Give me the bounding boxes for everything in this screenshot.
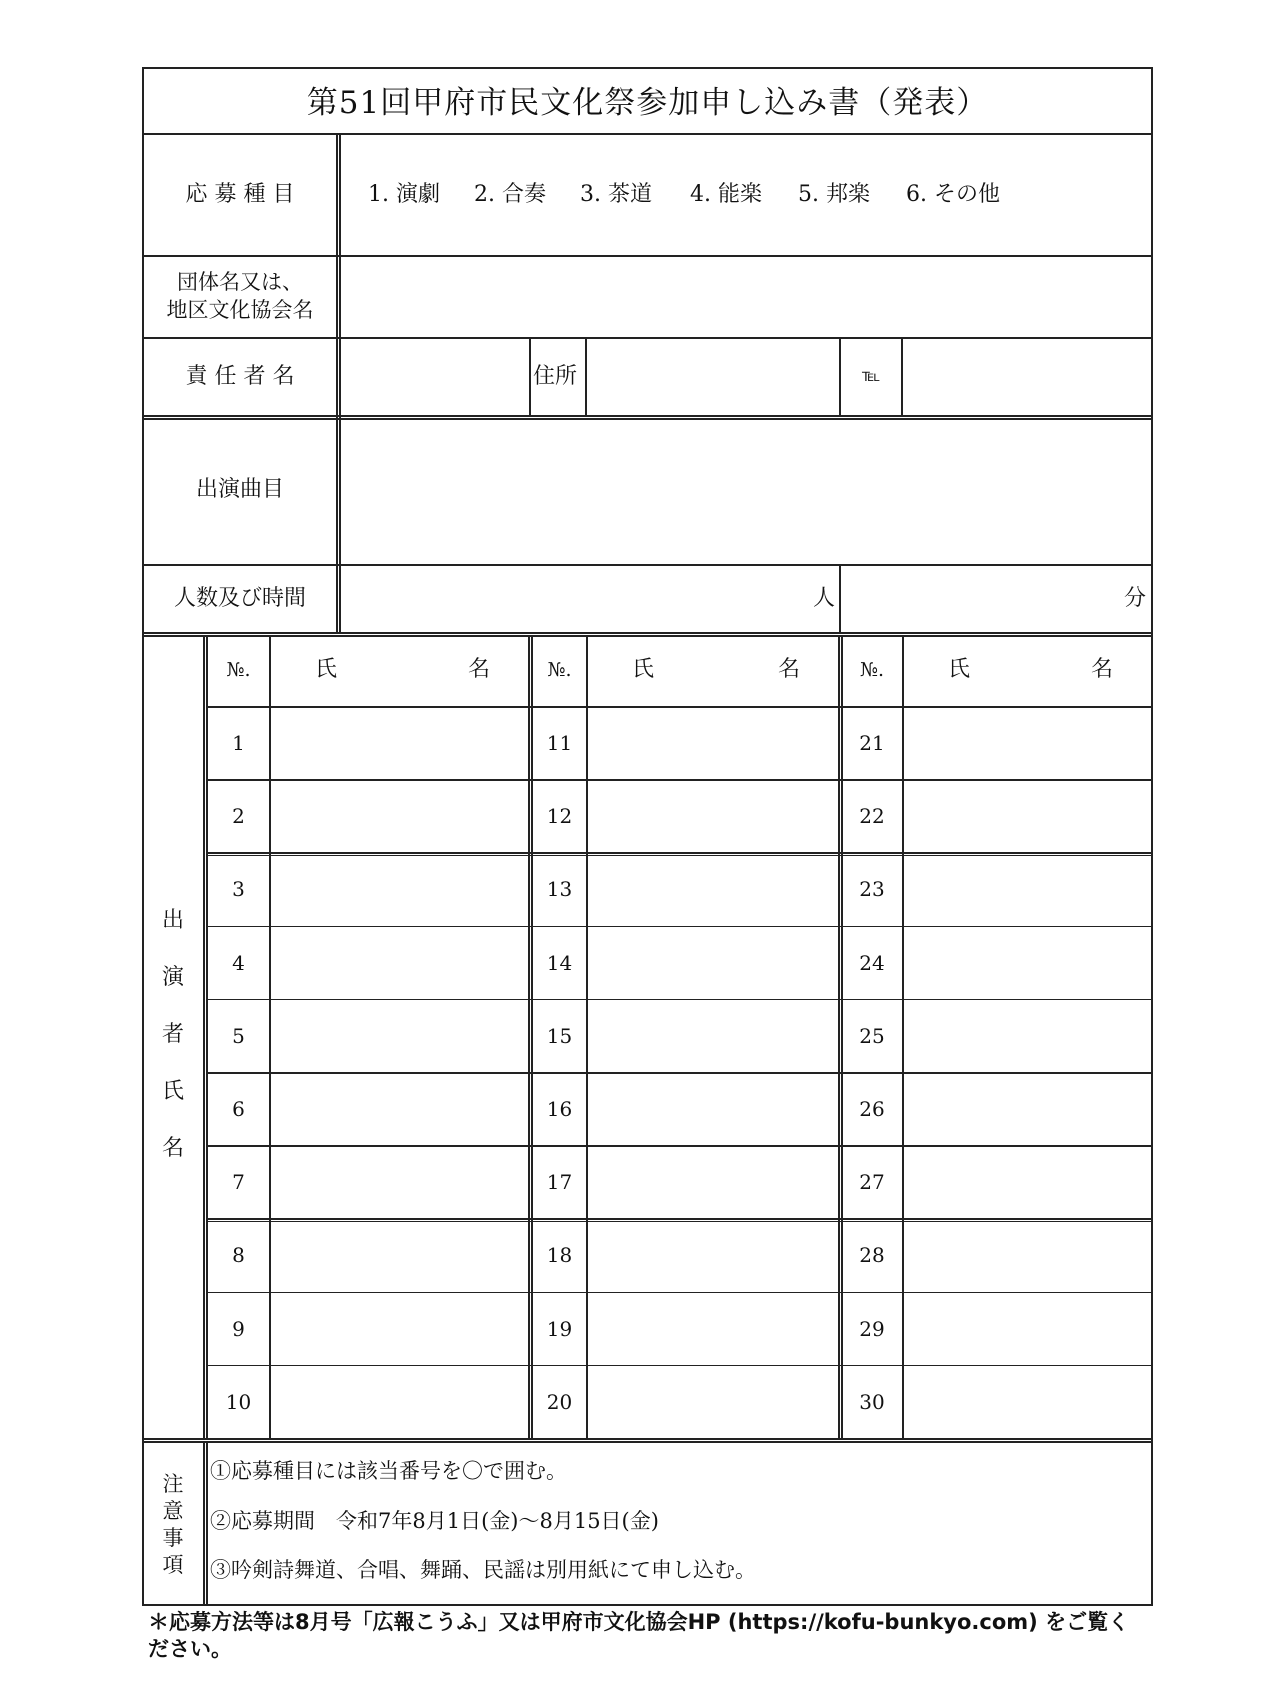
performer-number: 27 [859, 1170, 885, 1195]
performer-number: 24 [859, 950, 885, 975]
category-option-4[interactable]: 4. 能楽 [690, 182, 762, 207]
performer-name-field[interactable] [589, 1295, 836, 1362]
people-count-field[interactable] [342, 567, 832, 631]
performer-number: 21 [859, 731, 885, 755]
category-option-1[interactable]: 1. 演劇 [368, 182, 440, 207]
performer-name-field[interactable] [589, 855, 836, 922]
name-header-given-1: 名 [468, 657, 491, 682]
performer-number: 25 [859, 1023, 885, 1048]
note-item-2: ②応募期間 令和7年8月1日(金)～8月15日(金) [210, 1509, 659, 1533]
note-item-3: ③吟剣詩舞道、合唱、舞踊、民謡は別用紙にて申し込む。 [210, 1558, 756, 1582]
performer-number: 8 [232, 1243, 245, 1268]
performer-name-field[interactable] [272, 1368, 526, 1435]
page-title: 第51回甲府市民文化祭参加申し込み書（発表） [306, 85, 989, 121]
performers-label-char: 演 [161, 965, 184, 990]
performer-number: 26 [859, 1097, 885, 1121]
name-header-given-3: 名 [1091, 657, 1114, 682]
address-label: 住所 [533, 364, 578, 389]
grid-row-line [206, 1145, 1152, 1147]
performer-name-field[interactable] [905, 1075, 1148, 1142]
performer-name-field[interactable] [905, 1368, 1148, 1435]
performer-number: 30 [859, 1389, 885, 1414]
performer-name-field[interactable] [905, 782, 1148, 849]
performers-label-char: 名 [161, 1136, 184, 1161]
minutes-unit: 分 [1124, 586, 1147, 611]
performer-name-field[interactable] [589, 1221, 836, 1288]
performer-name-field[interactable] [589, 1148, 836, 1215]
performer-number: 4 [232, 950, 245, 975]
grid-divider [838, 635, 840, 1439]
headcount-label: 人数及び時間 [173, 586, 306, 611]
program-field[interactable] [342, 422, 1148, 562]
category-option-2[interactable]: 2. 合奏 [474, 182, 546, 207]
performer-name-field[interactable] [272, 1148, 526, 1215]
grid-row-line [206, 1218, 1152, 1220]
performer-number: 16 [546, 1097, 573, 1121]
address-field[interactable] [588, 340, 838, 414]
performer-number: 17 [546, 1170, 573, 1195]
performer-name-field[interactable] [272, 855, 526, 922]
performer-name-field[interactable] [272, 782, 526, 849]
performer-name-field[interactable] [272, 1221, 526, 1288]
performer-name-field[interactable] [905, 1295, 1148, 1362]
notes-label-char: 事 [162, 1526, 184, 1550]
grid-row-line [206, 706, 1152, 708]
category-option-3[interactable]: 3. 茶道 [580, 182, 652, 207]
performer-number: 7 [232, 1170, 245, 1195]
grid-divider [528, 635, 530, 1439]
category-option-6[interactable]: 6. その他 [906, 182, 1000, 207]
responsible-label: 責 任 者 名 [185, 364, 295, 389]
performer-number: 19 [546, 1316, 573, 1341]
notes-label-char: 項 [162, 1553, 184, 1577]
no-header-3: №. [859, 659, 885, 681]
performer-number: 13 [546, 877, 573, 902]
no-header-2: №. [547, 659, 572, 681]
footer-note: ＊応募方法等は8月号「広報こうふ」又は甲府市文化協会HP (https://kofu-bunkyo.com) をご覧ください。 [148, 1610, 1130, 1661]
performer-name-field[interactable] [589, 929, 836, 996]
performer-name-field[interactable] [589, 782, 836, 849]
performer-number: 28 [859, 1243, 885, 1268]
grid-row-line [206, 852, 1152, 854]
performer-number: 9 [232, 1316, 245, 1341]
performer-name-field[interactable] [272, 929, 526, 996]
minutes-field[interactable] [843, 567, 1123, 631]
grid-row-line [206, 779, 1152, 781]
performer-name-field[interactable] [589, 709, 836, 776]
category-label: 応 募 種 目 [185, 182, 295, 207]
performer-number: 10 [225, 1389, 252, 1414]
grid-row-line [206, 999, 1152, 1001]
performers-label-char: 出 [161, 908, 184, 933]
performer-number: 23 [859, 877, 885, 902]
performer-number: 2 [232, 804, 245, 829]
performer-number: 14 [546, 950, 573, 975]
performer-number: 5 [232, 1023, 245, 1048]
performers-label-char: 氏 [161, 1079, 184, 1104]
name-header-surname-3: 氏 [948, 657, 971, 682]
group-label-line2: 地区文化協会名 [166, 298, 314, 322]
performer-name-field[interactable] [272, 709, 526, 776]
performer-name-field[interactable] [589, 1368, 836, 1435]
program-label: 出演曲目 [195, 477, 284, 502]
group-name-field[interactable] [342, 258, 1148, 336]
performers-label-char: 者 [161, 1022, 184, 1047]
category-option-5[interactable]: 5. 邦楽 [798, 182, 870, 207]
grid-row-line [206, 926, 1152, 928]
performer-number: 1 [232, 731, 245, 755]
tel-label: ℡ [862, 366, 881, 386]
notes-label-char: 意 [162, 1499, 184, 1523]
grid-row-line [206, 1072, 1152, 1074]
performer-number: 20 [546, 1389, 573, 1414]
performer-name-field[interactable] [589, 1002, 836, 1069]
group-label-line1: 団体名又は、 [177, 270, 303, 294]
performer-number: 11 [546, 731, 573, 755]
people-unit: 人 [813, 586, 836, 611]
responsible-name-field[interactable] [342, 340, 528, 414]
performer-number: 22 [859, 804, 885, 829]
name-header-surname-2: 氏 [632, 657, 655, 682]
performer-name-field[interactable] [905, 929, 1148, 996]
note-item-1: ①応募種目には該当番号を〇で囲む。 [210, 1459, 567, 1483]
notes-label-char: 注 [162, 1472, 184, 1496]
performer-name-field[interactable] [905, 855, 1148, 922]
no-header-1: №. [226, 659, 251, 681]
performer-name-field[interactable] [905, 1002, 1148, 1069]
grid-row-line [206, 1292, 1152, 1294]
performer-number: 6 [232, 1097, 245, 1121]
performer-name-field[interactable] [272, 1295, 526, 1362]
performer-name-field[interactable] [272, 1075, 526, 1142]
performer-number: 18 [546, 1243, 573, 1268]
performer-name-field[interactable] [589, 1075, 836, 1142]
performer-name-field[interactable] [272, 1002, 526, 1069]
performer-name-field[interactable] [905, 1221, 1148, 1288]
grid-row-line [206, 1365, 1152, 1367]
tel-field[interactable] [904, 340, 1149, 414]
name-header-surname-1: 氏 [315, 657, 338, 682]
performer-number: 12 [546, 804, 573, 829]
performer-number: 29 [859, 1316, 885, 1341]
name-header-given-2: 名 [778, 657, 801, 682]
performer-number: 3 [232, 877, 245, 902]
performer-name-field[interactable] [905, 709, 1148, 776]
performer-name-field[interactable] [905, 1148, 1148, 1215]
performer-number: 15 [546, 1023, 573, 1048]
